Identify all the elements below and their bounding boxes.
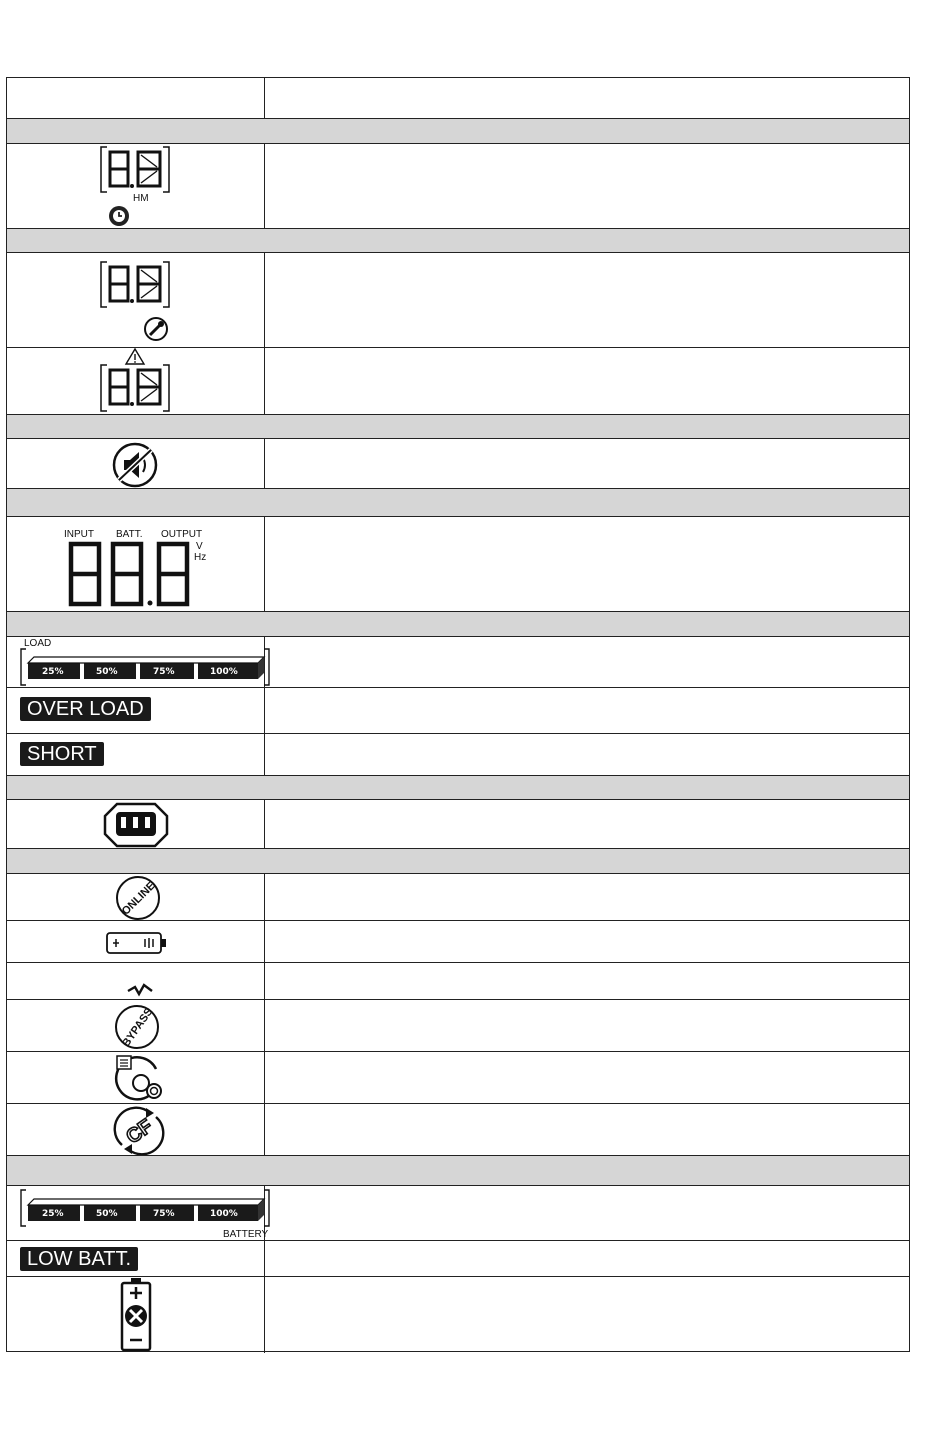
table-row-mute <box>7 439 909 489</box>
lcd-icon-table <box>6 77 910 1352</box>
icon-cell <box>7 688 265 733</box>
bypass-mode-icon <box>109 1001 167 1051</box>
battery-label: BATTERY <box>223 1229 269 1240</box>
load-level-100: 100% <box>210 667 238 677</box>
section-setting <box>7 229 909 253</box>
clock-lcd-display <box>97 144 177 228</box>
converter-mode-icon <box>110 1105 168 1155</box>
table-row-battery-mode <box>7 921 909 963</box>
load-level-75: 75% <box>153 667 175 677</box>
load-level-bar <box>18 637 274 687</box>
icon-cell <box>7 144 265 228</box>
mute-speaker-icon <box>110 441 162 489</box>
section-time <box>7 119 909 144</box>
eco-mode-icon <box>110 1053 168 1103</box>
input-output-lcd-display <box>63 527 213 611</box>
icon-cell <box>7 439 265 488</box>
battery-level-25: 25% <box>42 1209 64 1219</box>
table-row-battery-level <box>7 1186 909 1241</box>
table-row-overload <box>7 688 909 734</box>
load-level-50: 50% <box>96 667 118 677</box>
table-row-info-display <box>7 517 909 612</box>
short-indicator: SHORT <box>20 742 104 766</box>
converter-mode-text: CF <box>122 1115 157 1149</box>
battery-fault-icon <box>119 1277 155 1352</box>
table-row-short <box>7 734 909 776</box>
overload-indicator: OVER LOAD <box>20 697 151 721</box>
table-row-converter <box>7 1104 909 1156</box>
table-row-online <box>7 874 909 921</box>
icon-cell <box>7 1000 265 1051</box>
table-header-row <box>7 78 909 119</box>
battery-level-bar <box>18 1187 274 1241</box>
section-input <box>7 776 909 800</box>
bypass-mode-text: BYPASS <box>120 1005 156 1050</box>
icon-cell <box>7 1052 265 1103</box>
clock-icon <box>109 206 129 226</box>
online-mode-icon <box>109 874 167 921</box>
table-row-warning <box>7 348 909 415</box>
icon-cell <box>7 1186 269 1240</box>
volt-unit-label: V <box>196 541 203 552</box>
icon-cell <box>7 348 265 414</box>
icon-cell <box>7 963 265 999</box>
table-row-load-level <box>7 637 909 688</box>
icon-cell <box>7 874 265 920</box>
online-mode-text: ONLINE <box>119 879 158 918</box>
icon-cell <box>7 921 265 962</box>
section-mode <box>7 849 909 874</box>
icon-cell <box>7 637 265 687</box>
battery-level-50: 50% <box>96 1209 118 1219</box>
battery-mode-icon <box>105 930 171 956</box>
icon-cell <box>7 253 265 347</box>
icon-cell <box>7 1277 265 1353</box>
hz-unit-label: Hz <box>194 552 207 563</box>
output-label: OUTPUT <box>161 529 203 540</box>
warning-lcd-display <box>97 348 177 414</box>
icon-cell <box>7 1241 265 1276</box>
table-row-low-battery <box>7 1241 909 1277</box>
load-level-25: 25% <box>42 667 64 677</box>
input-label: INPUT <box>64 529 94 540</box>
table-row-setting <box>7 253 909 348</box>
icon-cell <box>7 1104 265 1155</box>
section-load <box>7 612 909 637</box>
ac-socket-icon <box>103 802 169 848</box>
battery-level-75: 75% <box>153 1209 175 1219</box>
table-row-ac-input <box>7 800 909 849</box>
clock-unit-label: HM <box>133 193 149 204</box>
warning-triangle-icon <box>126 349 144 364</box>
battery-level-100: 100% <box>210 1209 238 1219</box>
icon-cell <box>7 517 265 611</box>
icon-cell <box>7 800 265 848</box>
table-row-clock <box>7 144 909 229</box>
batt-label: BATT. <box>116 529 143 540</box>
line-fault-icon <box>126 981 154 999</box>
section-info <box>7 489 909 517</box>
section-mute <box>7 415 909 439</box>
table-row-eco <box>7 1052 909 1104</box>
load-label: LOAD <box>24 638 52 649</box>
section-battery <box>7 1156 909 1186</box>
wrench-icon <box>145 318 167 340</box>
low-battery-indicator: LOW BATT. <box>20 1247 138 1271</box>
table-row-battery-fault <box>7 1277 909 1353</box>
table-row-bypass <box>7 1000 909 1052</box>
table-row-line-fault <box>7 963 909 1000</box>
header-icon-cell <box>7 78 265 118</box>
setting-lcd-display <box>97 259 187 345</box>
icon-cell <box>7 734 265 775</box>
